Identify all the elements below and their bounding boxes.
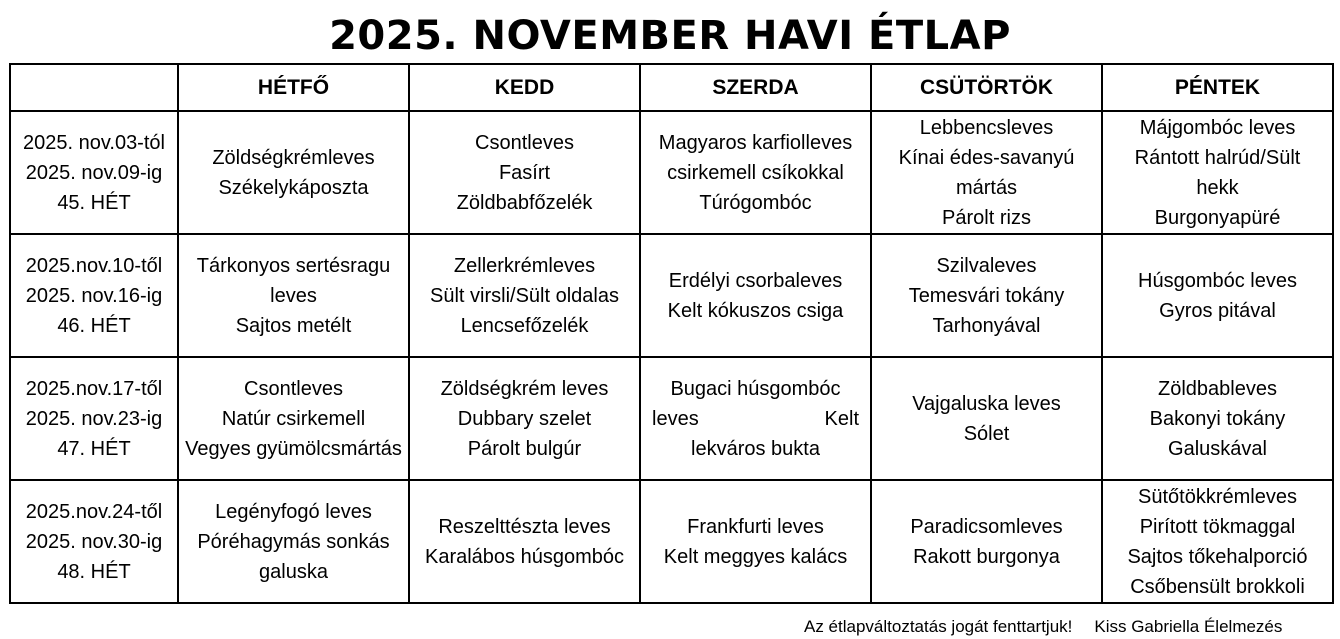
meal-item: Pirított tökmaggal	[1139, 515, 1296, 538]
period-from: 2025.nov.10-től	[25, 254, 163, 277]
week-row-46	[10, 234, 1333, 357]
week-row-47	[10, 357, 1333, 480]
meal-item: Legényfogó leves	[215, 500, 372, 523]
meal-cell-friday	[1102, 111, 1333, 234]
meal-item: Székelykáposzta	[218, 176, 369, 199]
meal-item: Csontleves	[244, 377, 343, 400]
meal-cell-thursday	[871, 480, 1102, 603]
meal-cell-thursday	[871, 357, 1102, 480]
meal-item: Zellerkrémleves	[453, 254, 596, 277]
meal-item: Húsgombóc leves	[1138, 269, 1297, 292]
justified-word: Kelt	[824, 407, 859, 430]
meal-item: Bugaci húsgombóc	[670, 377, 841, 400]
period-from: 2025.nov.17-től	[25, 377, 163, 400]
week-number: 47. HÉT	[57, 437, 131, 460]
meal-item: Rántott halrúd/Sült	[1134, 146, 1301, 169]
meal-item: Dubbary szelet	[457, 407, 592, 430]
week-number: 46. HÉT	[57, 314, 131, 337]
footer-company: Kiss Gabriella Élelmezés	[1094, 617, 1283, 636]
period-to: 2025. nov.30-ig	[25, 530, 163, 553]
meal-item: Burgonyapüré	[1154, 206, 1281, 229]
meal-item: Párolt bulgúr	[467, 437, 582, 460]
meal-cell-friday	[1102, 357, 1333, 480]
meal-item: Zöldbableves	[1158, 377, 1277, 400]
meal-item: Zöldségkrém leves	[440, 377, 609, 400]
meal-item: Natúr csirkemell	[221, 407, 366, 430]
meal-item: Póréhagymás sonkás	[197, 530, 390, 553]
meal-item: leves	[270, 284, 317, 307]
meal-item: Vegyes gyümölcsmártás	[185, 437, 402, 460]
week-number: 48. HÉT	[57, 560, 131, 583]
week-period-cell	[10, 357, 178, 480]
meal-item: Frankfurti leves	[687, 515, 824, 538]
week-period-cell	[10, 480, 178, 603]
meal-item: Galuskával	[1168, 437, 1267, 460]
meal-item: Zöldbabfőzelék	[456, 191, 593, 214]
meal-item: Kínai édes-savanyú	[898, 146, 1075, 169]
meal-item: Kelt meggyes kalács	[663, 545, 848, 568]
meal-item: Lencsefőzelék	[460, 314, 589, 337]
meal-cell-tuesday	[409, 111, 640, 234]
period-from: 2025. nov.03-tól	[23, 131, 165, 154]
meal-item: Sült virsli/Sült oldalas	[430, 284, 619, 307]
day-header-friday: PÉNTEK	[1102, 64, 1333, 111]
day-header-thursday: CSÜTÖRTÖK	[871, 64, 1102, 111]
meal-item: Temesvári tokány	[908, 284, 1065, 307]
meal-cell-thursday	[871, 234, 1102, 357]
period-to: 2025. nov.23-ig	[25, 407, 163, 430]
meal-item: Csontleves	[475, 131, 574, 154]
meal-cell-monday	[178, 234, 409, 357]
week-number: 45. HÉT	[57, 191, 131, 214]
meal-cell-monday	[178, 480, 409, 603]
meal-item: Májgombóc leves	[1139, 116, 1296, 139]
meal-item: Fasírt	[498, 161, 551, 184]
meal-cell-wednesday	[640, 480, 871, 603]
day-header-row	[10, 64, 1333, 111]
meal-item: Csőbensült brokkoli	[1130, 575, 1305, 598]
meal-item: Kelt kókuszos csiga	[667, 299, 844, 322]
meal-cell-tuesday	[409, 234, 640, 357]
meal-item: Tarhonyával	[932, 314, 1041, 337]
meal-cell-monday	[178, 357, 409, 480]
day-header-tuesday: KEDD	[409, 64, 640, 111]
menu-table	[9, 63, 1334, 604]
meal-item: Erdélyi csorbaleves	[668, 269, 843, 292]
corner-cell	[10, 64, 178, 111]
period-to: 2025. nov.16-ig	[25, 284, 163, 307]
week-row-45	[10, 111, 1333, 234]
meal-item: Karalábos húsgombóc	[424, 545, 624, 568]
menu-title: 2025. NOVEMBER HAVI ÉTLAP	[329, 13, 1011, 59]
meal-item: Sütőtökkrémleves	[1138, 485, 1297, 508]
justified-word: leves	[652, 407, 699, 430]
week-period-cell	[10, 111, 178, 234]
meal-cell-thursday	[871, 111, 1102, 234]
meal-item: Párolt rizs	[942, 206, 1031, 229]
meal-item: Reszelttészta leves	[438, 515, 611, 538]
day-header-wednesday: SZERDA	[640, 64, 871, 111]
meal-item: Zöldségkrémleves	[212, 146, 375, 169]
meal-item: Vajgaluska leves	[912, 392, 1061, 415]
meal-item: hekk	[1196, 176, 1239, 199]
meal-cell-friday	[1102, 480, 1333, 603]
meal-item: Bakonyi tokány	[1149, 407, 1286, 430]
meal-item: Sajtos tőkehalporció	[1127, 545, 1308, 568]
meal-cell-friday	[1102, 234, 1333, 357]
meal-cell-wednesday	[640, 234, 871, 357]
meal-cell-wednesday	[640, 111, 871, 234]
meal-item: mártás	[955, 176, 1018, 199]
meal-item: Sajtos metélt	[235, 314, 352, 337]
meal-item: galuska	[259, 560, 328, 583]
meal-cell-monday	[178, 111, 409, 234]
meal-item: Túrógombóc	[699, 191, 812, 214]
footer	[804, 616, 1340, 638]
footer-note: Az étlapváltoztatás jogát fenttartjuk!	[804, 617, 1073, 636]
meal-cell-tuesday	[409, 480, 640, 603]
week-period-cell	[10, 234, 178, 357]
meal-item: Sólet	[963, 422, 1010, 445]
period-from: 2025.nov.24-től	[25, 500, 163, 523]
meal-item: Magyaros karfiolleves	[658, 131, 853, 154]
meal-item: Szilvaleves	[936, 254, 1037, 277]
meal-cell-tuesday	[409, 357, 640, 480]
meal-item: Lebbencsleves	[919, 116, 1054, 139]
week-row-48	[10, 480, 1333, 603]
meal-item: Rakott burgonya	[913, 545, 1060, 568]
period-to: 2025. nov.09-ig	[25, 161, 163, 184]
meal-item	[644, 404, 867, 434]
meal-item: Tárkonyos sertésragu	[196, 254, 391, 277]
meal-item: lekváros bukta	[691, 437, 820, 460]
meal-cell-wednesday	[640, 357, 871, 480]
meal-item: Gyros pitával	[1159, 299, 1276, 322]
meal-item: Paradicsomleves	[910, 515, 1063, 538]
day-header-monday: HÉTFŐ	[178, 64, 409, 111]
meal-item: csirkemell csíkokkal	[667, 161, 844, 184]
